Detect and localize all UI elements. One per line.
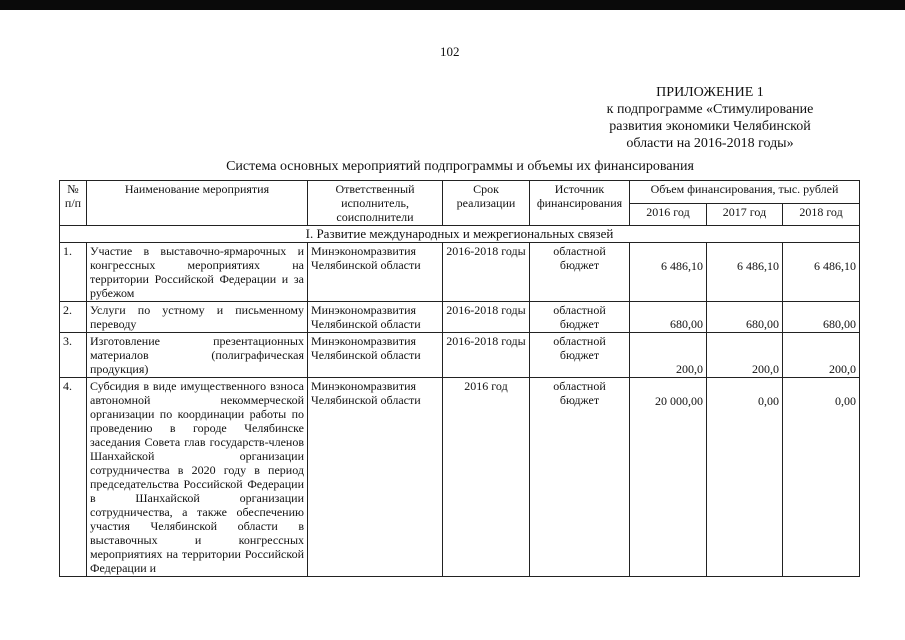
row-num: 2. [60,302,87,333]
row-num: 3. [60,333,87,378]
row-name: Участие в выставочно-ярмарочных и конгрессных мероприятиях на территории Российской Федерации и за рубежом [87,243,308,302]
page-number: 102 [440,44,460,59]
appendix-block [590,84,830,152]
row-source: областной бюджет [530,243,630,302]
table-row [60,378,860,577]
header-period: Срок реализации [443,181,530,226]
row-y2016: 20 000,00 [630,378,707,577]
top-border-bar [0,0,905,10]
section-title: I. Развитие международных и межрегиональных связей [60,226,860,243]
row-executor: Минэкономразвития Челябинской области [308,302,443,333]
row-period: 2016-2018 годы [443,333,530,378]
row-name: Услуги по устному и письменному переводу [87,302,308,333]
row-y2018: 200,0 [783,333,860,378]
row-executor: Минэкономразвития Челябинской области [308,378,443,577]
row-name: Изготовление презентационных материалов (полиграфическая продукция) [87,333,308,378]
row-source: областной бюджет [530,302,630,333]
header-row-1 [60,181,860,204]
row-y2016: 200,0 [630,333,707,378]
row-period: 2016-2018 годы [443,243,530,302]
row-num: 4. [60,378,87,577]
appendix-subtitle: к подпрограмме «Стимулирование развития экономики Челябинской области на 2016-2018 годы» [606,102,814,151]
header-source: Источник финансирования [530,181,630,226]
document-title: Система основных мероприятий подпрограммы и объемы их финансирования [226,159,694,174]
table-row [60,243,860,302]
row-executor: Минэкономразвития Челябинской области [308,333,443,378]
row-y2018: 680,00 [783,302,860,333]
row-y2016: 6 486,10 [630,243,707,302]
row-executor: Минэкономразвития Челябинской области [308,243,443,302]
row-num: 1. [60,243,87,302]
row-y2018: 0,00 [783,378,860,577]
header-year-2018: 2018 год [783,203,860,226]
row-y2017: 0,00 [707,378,783,577]
row-period: 2016-2018 годы [443,302,530,333]
table-row [60,302,860,333]
row-source: областной бюджет [530,333,630,378]
row-period: 2016 год [443,378,530,577]
row-y2018: 6 486,10 [783,243,860,302]
header-funding: Объем финансирования, тыс. рублей [630,181,860,204]
header-num: № п/п [60,181,87,226]
header-year-2017: 2017 год [707,203,783,226]
table-row [60,333,860,378]
row-source: областной бюджет [530,378,630,577]
header-executor: Ответственный исполнитель, соисполнители [308,181,443,226]
appendix-title: ПРИЛОЖЕНИЕ 1 [656,85,764,100]
row-name: Субсидия в виде имущественного взноса автономной некоммерческой организации по координации работы по проведению в городе Челябинске заседания Совета глав государств-членов Шанхайской организации сотрудничества в 2020 году в период председательства Российской Федерации в Шанхайской организации сотрудничества, а также обеспечению участия Челябинской области в выставочных и конгрессных мероприятиях на территории Российской Федерации и [87,378,308,577]
measures-table [59,180,860,577]
row-y2017: 200,0 [707,333,783,378]
header-year-2016: 2016 год [630,203,707,226]
row-y2017: 680,00 [707,302,783,333]
row-y2016: 680,00 [630,302,707,333]
row-y2017: 6 486,10 [707,243,783,302]
section-row [60,226,860,243]
header-name: Наименование мероприятия [87,181,308,226]
